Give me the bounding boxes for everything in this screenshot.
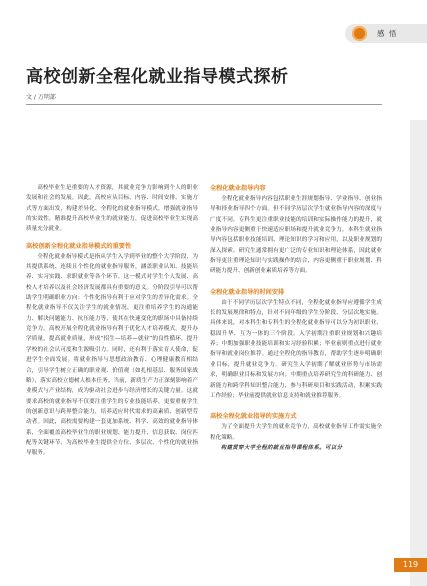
importance-paragraph: 全程化就业指导模式是指从学生入学到毕业的整个大学阶段，为其提供系统、连续且个性化的就业指导服务，涵盖职业认知、技能培养、实习实践、求职就业等各个环节。这一模式对学生个人发展、高校人才培养以及社会经济发展都具有重要的意义。分阶段引导可以帮助学生明确职业方向：个性化指导有利于应对学生的差异化需求。全程化就业指导不仅关注学生的就业情况，更注重培养学生的沟通能力、解决问题能力、抗压能力等，使其在快速变化的职场中具备持续竞争力。高校开展全程化就业指导有利于优化人才培养模式，提升办学质量，提高就业质量，形成“招生—培养—就业”的良性循环，提升学校的社会认可度和生源吸引力。同时，还有利于落实育人使命，促进学生全面发展。将就业指导与思想政治教育、心理健康教育相结合，引导学生树立正确的职业观、价值观（如扎根基层、服务国家战略），落实高校立德树人根本任务。当前，新质生产力正深刻影响着产业模式与产业结构，成为驱动社会进步与经济增长的关键力量。这就要求高校的就业指导不仅要注重学生的专业技能培养，更要重视学生的创新意识与跨界整合能力，培养适应时代需求的高素质、创新型劳动者。因此，高校需要构建一套更加系统、科学、高效的就业指导体系，全面覆盖高校毕业生的职业规划、能力提升、信息获取、岗位匹配等关键环节，为高校毕业生提供全方位、多层次、个性化的就业指导服务。 <box>26 253 198 457</box>
title-divider <box>26 104 382 105</box>
intro-paragraph: 高校毕业生是重要的人才资源，其就业竞争力影响到个人的职业发展和社会的发展。因此，高校应从目标、内容、时间安排、实施方式等方面出发，构建差异化、全程化的就业指导模式，增强就业指导的实效性，精准提升高校毕业生的就业能力，促进高校毕业生实现高质量充分就业。 <box>26 185 198 233</box>
left-column <box>26 183 198 459</box>
section-heading-content: 全程化就业指导内容 <box>210 185 266 192</box>
page-number: 119 <box>394 558 427 572</box>
pull-quote: 构建贯穿大学全程的就业指导课程体系。可以分 <box>220 444 343 451</box>
article-author: 文 / 万明部 <box>26 94 56 101</box>
right-column <box>210 183 382 453</box>
section-heading-schedule: 全程化就业指导的时间安排 <box>210 288 285 296</box>
implementation-paragraph: 为了全面提升大学生的就业竞争力，高校就业指导工作需实施全程化策略。 <box>210 424 382 441</box>
section-heading-importance: 高校创新全程化就业指导模式的重要性 <box>26 242 132 250</box>
article-title: 高校创新全程化就业指导模式探析 <box>26 67 289 87</box>
schedule-paragraph: 由于不同学历层次学生特点不同，全程化就业指导应遵循学生成长的发展规律和特点，针对不同年级的学生分阶段、分层次地实施。具体来说，对本科生和专科生的全程化就业指导可以分为初识职业、稳固升华、互为一体的三个阶段。入学初期注重职业规划和兴趣培养；中期加强职业技能培训和实习经验积累；毕业前则重点进行就业指导和就业岗位推荐。通过全程化的指导教育，帮助学生逐步明确职业目标，提升就业竞争力。研究生入学初期了解就业形势与市场需求，明确职业目标和发展方向；中期重点培养研究生的科研能力、创新能力和跨学科知识整合能力，参与科研项目和实践活动，积累实践工作经验；毕业前提供就业信息支持和就业推荐服务。 <box>210 299 382 399</box>
content-paragraph: 全程化就业指导内容包括职业生涯规划指导、学业指导、创业指导和择业指导四个方面。但不同学历层次学生就业指导内容的深度与广度不同，专科生更注重职业技能的培训和实际操作能力的提升，就业指导内容更侧重于快速适应职场和提升就业竞争力。本科生就业指导内容包括职业技能培训、理论知识的学习和应用，以及职业规划的深入探索。研究生通常拥有更广泛的专业知识和理论体系，因此就业指导更注重理论知识与实践操作的结合，内容更侧重于职业规划、科研能力提升、创新创业素质培养等方面。 <box>210 196 382 275</box>
section-tag <box>345 24 427 43</box>
section-heading-implementation: 高校全程化就业指导的实施方式 <box>210 413 297 421</box>
section-tag-label: 感 悟 <box>377 29 398 38</box>
orange-circle-icon <box>352 26 367 41</box>
page-sidebar <box>410 120 427 586</box>
